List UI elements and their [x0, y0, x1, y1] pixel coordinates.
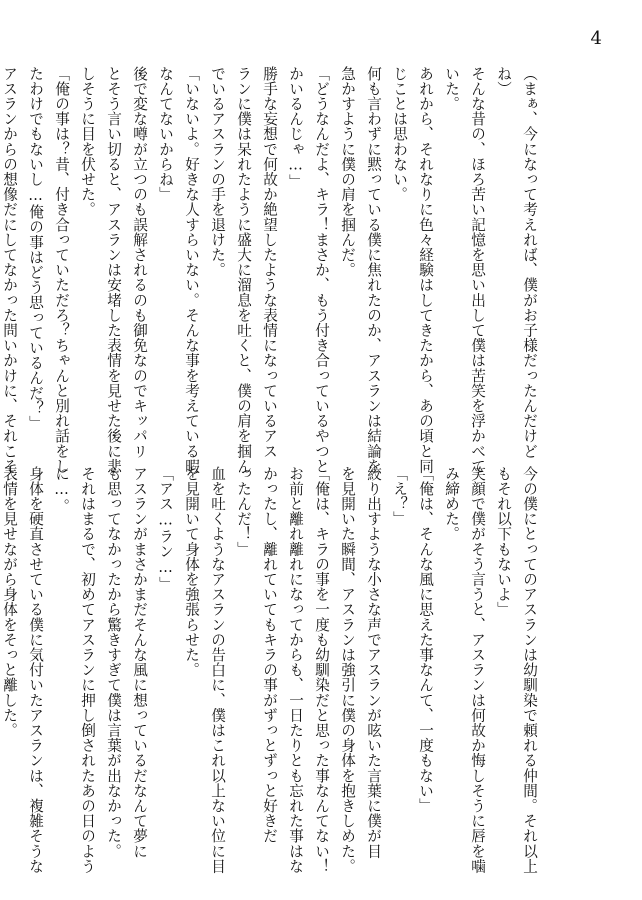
text-line: たわけでもないし…俺の事はどう思っているんだ？」: [27, 66, 44, 431]
text-line: 「アス…ラン…」: [157, 466, 174, 592]
text-line: 「どうなんだよ、キラ！まさか、もう付き合っているやつと: [313, 66, 330, 474]
text-line: あれから、それなりに色々経験はしてきたから、あの頃と同: [417, 66, 434, 474]
text-line: 「俺は、そんな風に思えた事なんて、一度もない」: [417, 466, 434, 814]
text-line: しそうに目を伏せた。: [79, 66, 96, 217]
text-line: 「俺は、キラの事を一度も幼馴染だと思った事なんてない！: [313, 466, 330, 874]
text-line: 急かすように僕の肩を掴んだ。: [339, 66, 356, 278]
text-line: も思ってなかったから驚きすぎて僕は言葉が出なかった。: [105, 466, 122, 859]
page-number: 4: [590, 28, 602, 49]
text-line: 表情を見せながら身体をそっと離した。: [1, 466, 18, 738]
text-line: かいるんじゃ…」: [287, 66, 304, 190]
text-line: アスランからの想像だにしてなかった問いかけに、それこそ: [1, 66, 18, 474]
text-line: 「俺の事は？昔、付き合っていただろ？ちゃんと別れ話をし: [53, 66, 70, 474]
text-line: かったし、離れていてもキラの事がずっとずっと好きだ: [261, 466, 278, 844]
text-line: 勝手な妄想で何故か絶望したような表情になっているアス: [261, 66, 278, 459]
upper-text-block: [1, 66, 542, 474]
text-line: 今の僕にとってのアスランは幼馴染で頼れる仲間。それ以上: [521, 466, 538, 874]
text-line: を見開いた瞬間、アスランは強引に僕の身体を抱きしめた。: [339, 466, 356, 874]
text-line: もそれ以下もないよ」: [495, 466, 512, 617]
text-line: 「え？」: [391, 466, 408, 527]
text-line: でいるアスランの手を退けた。: [209, 66, 226, 278]
text-line: 絞り出すような小さな声でアスランが呟いた言葉に僕が目: [365, 466, 382, 859]
text-line: 後で変な噂が立つのも誤解されるのも御免なのでキッパリ: [131, 66, 148, 459]
text-line: お前と離れ離れになってからも、一日たりとも忘れた事はな: [287, 466, 304, 874]
text-line: に…。: [53, 466, 70, 514]
lower-text-block: [1, 466, 542, 874]
text-line: み締めた。: [443, 466, 460, 542]
text-line: ね）: [495, 66, 512, 97]
text-line: を見開いて身体を強張らせた。: [183, 466, 200, 678]
text-line: 笑顔で僕がそう言うと、アスランは何故か悔しそうに唇を噛: [469, 466, 486, 874]
text-line: じことは思わない。: [391, 66, 408, 202]
text-line: ランに僕は呆れたように盛大に溜息を吐くと、僕の肩を掴ん: [235, 66, 252, 474]
text-line: ったんだ！」: [235, 466, 252, 557]
text-line: アスランがまさかまだそんな風に想っているだなんて夢に: [131, 466, 148, 859]
text-line: 何も言わずに黙っている僕に焦れたのか、アスランは結論を: [365, 66, 382, 474]
text-line: 「いないよ。好きな人すらいない。そんな事を考えている暇: [183, 66, 200, 474]
text-line: それはまるで、初めてアスランに押し倒されたあの日のよう: [79, 466, 96, 874]
text-line: いた。: [443, 66, 460, 112]
text-line: なんてないからね」: [157, 66, 174, 202]
text-line: 身体を硬直させている僕に気付いたアスランは、複雑そうな: [27, 466, 44, 874]
text-line: （まぁ、今になって考えれば、僕がお子様だったんだけど: [521, 66, 538, 459]
text-line: そんな昔の、ほろ苦い記憶を思い出して僕は苦笑を浮かべて: [469, 66, 486, 474]
text-line: 血を吐くようなアスランの告白に、僕はこれ以上ない位に目: [209, 466, 226, 874]
text-line: とそう言い切ると、アスランは安堵した表情を見せた後に悲: [105, 66, 122, 474]
